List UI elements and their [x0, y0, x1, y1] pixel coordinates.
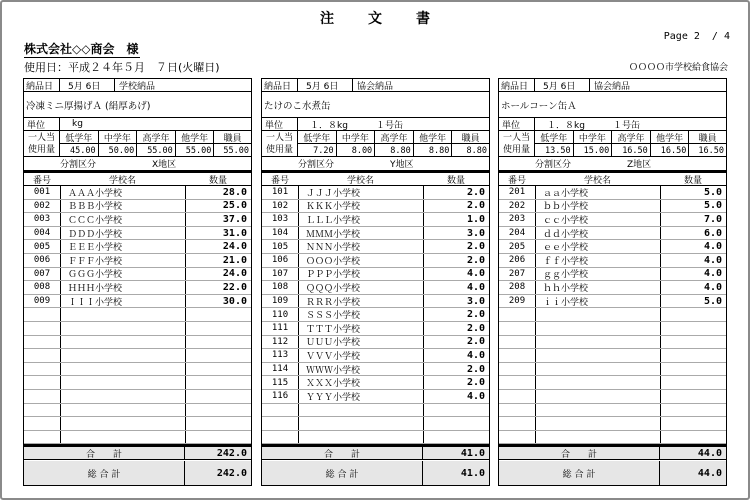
school-number: 002 [33, 200, 51, 211]
document-title: 注文書 [320, 11, 464, 27]
grade-header: 低学年 [60, 131, 98, 144]
district: Z地区 [627, 160, 652, 170]
grade-column [176, 131, 215, 156]
number-header: 番号 [507, 175, 526, 185]
grade-column [535, 131, 574, 156]
item-name: ホールコーン缶Ａ [501, 100, 577, 112]
school-name: ＸＸＸ小学校 [306, 379, 361, 389]
table-row [24, 349, 251, 363]
grade-amount: 16.50 [698, 145, 724, 156]
grade-header: 中学年 [337, 131, 375, 144]
table-row [24, 200, 251, 214]
school-name: ＰＰＰ小学校 [306, 270, 361, 281]
delivery-date-label: 納品日 [24, 79, 60, 91]
grade-header: 高学年 [375, 131, 413, 144]
school-name: ｃｃ小学校 [543, 215, 589, 226]
grade-amount: 8.80 [428, 145, 450, 156]
school-name: ＯＯＯ小学校 [306, 256, 361, 267]
school-name: ＴＴＴ小学校 [306, 324, 361, 335]
table-row [262, 200, 489, 214]
school-number: 114 [271, 364, 289, 375]
grade-header: 職員 [452, 131, 489, 144]
school-name: ＭＭＭ小学校 [306, 229, 361, 240]
unit-spec [134, 118, 214, 130]
school-quantity: 4.0 [466, 281, 485, 293]
grade-amount: 8.80 [390, 145, 411, 156]
table-row [262, 417, 489, 431]
school-number: 101 [271, 187, 289, 198]
school-quantity: 3.0 [466, 295, 485, 307]
school-name-header: 学校名 [108, 175, 136, 185]
table-row [262, 227, 489, 241]
table-row [262, 390, 489, 404]
table-row [499, 240, 726, 254]
grade-amount: 50.00 [108, 145, 135, 156]
table-row [24, 417, 251, 431]
grade-column [137, 131, 176, 156]
table-row [499, 390, 726, 404]
school-name: ａａ小学校 [543, 188, 589, 199]
school-number: 109 [271, 296, 289, 307]
delivery-date-label: 納品日 [262, 79, 298, 91]
table-row [499, 308, 726, 322]
table-row [262, 404, 489, 418]
grade-amount: 55.00 [223, 145, 249, 156]
school-number: 112 [271, 336, 289, 347]
unit-label: 単位 [24, 118, 60, 130]
table-row [499, 404, 726, 418]
school-name: ＹＹＹ小学校 [306, 392, 361, 403]
division-label: 分割区分 [298, 160, 335, 170]
school-number: 007 [33, 268, 51, 279]
school-name: ＣＣＣ小学校 [68, 215, 123, 226]
school-number: 205 [508, 241, 526, 252]
school-name: ＢＢＢ小学校 [68, 202, 123, 213]
school-quantity: 2.0 [466, 377, 485, 389]
school-name: ＩＩＩ小学校 [68, 297, 123, 308]
table-row [24, 227, 251, 241]
item-name: たけのこ水煮缶 [264, 100, 331, 112]
table-row [262, 322, 489, 336]
grade-column [298, 131, 337, 156]
school-quantity: 31.0 [222, 227, 247, 239]
school-name: ＲＲＲ小学校 [306, 297, 361, 308]
school-number: 005 [33, 241, 51, 252]
school-quantity: 5.0 [703, 295, 722, 307]
per-person-label [262, 131, 298, 156]
school-number: 203 [508, 214, 526, 225]
division-label: 分割区分 [535, 160, 572, 170]
school-name-header: 学校名 [346, 175, 374, 185]
school-name: ＤＤＤ小学校 [68, 229, 123, 240]
grade-header: 高学年 [137, 131, 175, 144]
school-number: 202 [508, 200, 526, 211]
school-number: 110 [271, 309, 289, 320]
table-row [24, 186, 251, 200]
table-row [24, 363, 251, 377]
table-row [24, 268, 251, 282]
table-row [499, 336, 726, 350]
grade-header: 低学年 [298, 131, 336, 144]
delivery-date: 5月 6日 [298, 79, 353, 91]
district: X地区 [152, 160, 177, 170]
table-row [24, 431, 251, 445]
school-name: ＧＧＧ小学校 [68, 270, 123, 281]
number-header: 番号 [270, 175, 289, 185]
table-row [262, 240, 489, 254]
total-value: 242.0 [216, 447, 247, 459]
grade-header: 職員 [214, 131, 251, 144]
grade-column [414, 131, 453, 156]
school-name: ＶＶＶ小学校 [306, 351, 361, 362]
school-name: ｄｄ小学校 [543, 229, 589, 240]
school-quantity: 24.0 [222, 268, 247, 280]
school-name: ＬＬＬ小学校 [306, 215, 361, 226]
grand-total-value: 242.0 [216, 467, 247, 479]
table-row [499, 376, 726, 390]
school-name: ＱＱＱ小学校 [306, 283, 361, 294]
school-quantity: 21.0 [222, 254, 247, 266]
school-number: 103 [271, 214, 289, 225]
school-table [24, 186, 251, 444]
school-quantity: 4.0 [466, 390, 485, 402]
table-row [499, 254, 726, 268]
delivery-date: 5月 6日 [60, 79, 115, 91]
table-row [24, 308, 251, 322]
grade-column [574, 131, 613, 156]
number-header: 番号 [32, 175, 51, 185]
school-number: 115 [271, 377, 289, 388]
item-name: 冷凍ミニ厚揚げＡ (絹厚あげ) [26, 100, 151, 112]
per-person-label-line1: 一人当 [27, 132, 55, 143]
grade-column [337, 131, 376, 156]
school-quantity: 4.0 [703, 254, 722, 266]
school-quantity: 2.0 [466, 322, 485, 334]
school-quantity: 25.0 [222, 200, 247, 212]
school-name: ＫＫＫ小学校 [306, 202, 361, 213]
school-name: ＷＷＷ小学校 [306, 365, 361, 376]
table-row [499, 213, 726, 227]
grade-header: 他学年 [414, 131, 452, 144]
grade-column [99, 131, 138, 156]
school-number: 105 [271, 241, 289, 252]
school-quantity: 2.0 [466, 200, 485, 212]
per-person-label-line2: 使用量 [27, 144, 55, 155]
table-row [262, 431, 489, 445]
grade-amount: 16.50 [622, 145, 648, 156]
school-name: ｇｇ小学校 [543, 270, 589, 281]
per-person-label-line2: 使用量 [265, 144, 293, 155]
school-name: ＦＦＦ小学校 [68, 256, 123, 267]
company-name: 株式会社◇◇商会 様 [24, 42, 139, 56]
grade-header: 中学年 [99, 131, 137, 144]
grade-amount: 45.00 [70, 145, 96, 156]
unit: kg [72, 119, 83, 129]
school-number: 116 [271, 391, 289, 402]
school-quantity: 4.0 [703, 268, 722, 280]
table-row [499, 363, 726, 377]
grand-total-value: 44.0 [697, 467, 722, 479]
school-quantity: 4.0 [703, 241, 722, 253]
usage-date: 使用日：平成２４年５月 ７日(火曜日) [24, 61, 220, 74]
school-name: ｉｉ小学校 [543, 297, 589, 308]
order-sheet [23, 78, 252, 486]
school-number: 207 [508, 268, 526, 279]
grand-total-label: 総 合 計 [499, 461, 660, 485]
school-name: ＵＵＵ小学校 [306, 338, 361, 349]
school-quantity: 28.0 [222, 186, 247, 198]
table-row [499, 295, 726, 309]
total-label: 合 計 [24, 447, 185, 459]
total-value: 44.0 [697, 447, 722, 459]
school-number: 003 [33, 214, 51, 225]
table-row [24, 240, 251, 254]
school-quantity: 5.0 [703, 186, 722, 198]
school-number: 008 [33, 282, 51, 293]
school-number: 107 [271, 268, 289, 279]
district: Y地区 [390, 160, 414, 170]
school-name: ｈｈ小学校 [543, 283, 589, 294]
table-row [24, 254, 251, 268]
school-number: 006 [33, 255, 51, 266]
order-sheet [498, 78, 727, 486]
grade-header: 他学年 [651, 131, 689, 144]
per-person-label-line2: 使用量 [502, 144, 530, 155]
unit-spec: １号缶 [613, 120, 641, 130]
school-number: 204 [508, 228, 526, 239]
table-row [499, 431, 726, 445]
grade-header: 職員 [689, 131, 726, 144]
school-name: ｆｆ小学校 [543, 256, 589, 267]
table-row [262, 268, 489, 282]
school-number: 111 [271, 323, 289, 334]
table-row [499, 322, 726, 336]
school-name: ＥＥＥ小学校 [68, 243, 123, 253]
school-name: ＨＨＨ小学校 [68, 283, 123, 294]
per-person-label [499, 131, 535, 156]
table-row [262, 308, 489, 322]
school-quantity: 6.0 [703, 227, 722, 239]
division-label: 分割区分 [60, 160, 97, 170]
grade-header: 中学年 [574, 131, 612, 144]
school-number: 106 [271, 255, 289, 266]
order-sheet [261, 78, 490, 486]
grade-amount: 8.80 [466, 145, 487, 156]
table-row [499, 417, 726, 431]
page-number: Page 2 / 4 [663, 31, 730, 42]
unit-spec: １号缶 [376, 120, 404, 130]
delivery-type: 協会納品 [357, 81, 394, 91]
table-row [262, 376, 489, 390]
school-quantity: 7.0 [703, 213, 722, 225]
school-number: 208 [508, 282, 526, 293]
unit-label: 単位 [499, 118, 535, 130]
school-number: 001 [33, 187, 51, 198]
grade-amount: 13.50 [545, 145, 571, 156]
table-row [499, 281, 726, 295]
school-number: 108 [271, 282, 289, 293]
school-number: 004 [33, 228, 51, 239]
school-quantity: 2.0 [466, 336, 485, 348]
per-person-label [24, 131, 60, 156]
grade-amount: 55.00 [185, 145, 212, 156]
grade-column [689, 131, 726, 156]
table-row [499, 268, 726, 282]
table-row [499, 186, 726, 200]
school-table [499, 186, 726, 444]
school-quantity: 3.0 [466, 227, 485, 239]
total-value: 41.0 [460, 447, 485, 459]
table-row [262, 186, 489, 200]
school-quantity: 2.0 [466, 254, 485, 266]
table-row [24, 295, 251, 309]
table-row [262, 349, 489, 363]
grade-column [214, 131, 251, 156]
school-number: 201 [508, 187, 526, 198]
table-row [262, 213, 489, 227]
school-quantity: 4.0 [466, 268, 485, 280]
table-row [24, 376, 251, 390]
school-quantity: 4.0 [703, 281, 722, 293]
quantity-header: 数量 [446, 175, 465, 185]
grade-column [612, 131, 651, 156]
school-table [262, 186, 489, 444]
table-row [262, 363, 489, 377]
grade-column [60, 131, 99, 156]
association-name: ＯＯＯＯ市学校給食協会 [628, 63, 728, 73]
grade-header: 他学年 [176, 131, 214, 144]
total-label: 合 計 [262, 447, 423, 459]
table-row [262, 281, 489, 295]
school-name: ＡＡＡ小学校 [68, 188, 123, 199]
grade-header: 低学年 [535, 131, 573, 144]
table-row [24, 336, 251, 350]
table-row [24, 390, 251, 404]
grade-amount: 16.50 [660, 145, 687, 156]
total-label: 合 計 [499, 447, 660, 459]
grade-amount: 7.20 [313, 145, 334, 156]
school-number: 209 [508, 296, 526, 307]
school-quantity: 2.0 [466, 241, 485, 253]
table-row [24, 281, 251, 295]
delivery-type: 協会納品 [594, 81, 631, 91]
school-name: ｂｂ小学校 [543, 202, 589, 213]
table-row [262, 254, 489, 268]
school-quantity: 2.0 [466, 363, 485, 375]
school-name: ＮＮＮ小学校 [306, 243, 361, 253]
school-number: 102 [271, 200, 289, 211]
table-row [24, 404, 251, 418]
table-row [24, 322, 251, 336]
table-row [499, 227, 726, 241]
grade-amount: 55.00 [147, 145, 173, 156]
table-row [499, 200, 726, 214]
school-number: 206 [508, 255, 526, 266]
quantity-header: 数量 [683, 175, 702, 185]
grade-amount: 15.00 [583, 145, 610, 156]
school-name-header: 学校名 [583, 175, 611, 185]
school-quantity: 5.0 [703, 200, 722, 212]
unit: １．８kg [310, 120, 348, 130]
quantity-header: 数量 [208, 175, 227, 185]
grade-amount: 8.00 [351, 145, 373, 156]
unit-label: 単位 [262, 118, 298, 130]
grand-total-value: 41.0 [460, 467, 485, 479]
school-quantity: 24.0 [222, 241, 247, 253]
table-row [262, 295, 489, 309]
table-row [262, 336, 489, 350]
school-number: 104 [271, 228, 289, 239]
school-quantity: 22.0 [222, 281, 247, 293]
grade-column [375, 131, 414, 156]
school-quantity: 37.0 [222, 213, 247, 225]
school-quantity: 30.0 [222, 295, 247, 307]
school-number: 113 [271, 350, 289, 361]
per-person-label-line1: 一人当 [502, 132, 530, 143]
grade-header: 高学年 [612, 131, 650, 144]
school-quantity: 4.0 [466, 349, 485, 361]
grade-column [452, 131, 489, 156]
per-person-label-line1: 一人当 [265, 132, 293, 143]
grand-total-label: 総 合 計 [24, 461, 185, 485]
school-name: ｅｅ小学校 [543, 243, 589, 253]
school-number: 009 [33, 296, 51, 307]
table-row [24, 213, 251, 227]
delivery-type: 学校納品 [119, 81, 156, 91]
school-quantity: 2.0 [466, 186, 485, 198]
unit: １．８kg [547, 120, 585, 130]
school-quantity: 2.0 [466, 309, 485, 321]
table-row [499, 349, 726, 363]
school-name: ＪＪＪ小学校 [306, 188, 361, 199]
delivery-date-label: 納品日 [499, 79, 535, 91]
grand-total-label: 総 合 計 [262, 461, 423, 485]
school-name: ＳＳＳ小学校 [306, 311, 361, 321]
school-quantity: 1.0 [466, 213, 485, 225]
grade-column [651, 131, 690, 156]
delivery-date: 5月 6日 [535, 79, 590, 91]
